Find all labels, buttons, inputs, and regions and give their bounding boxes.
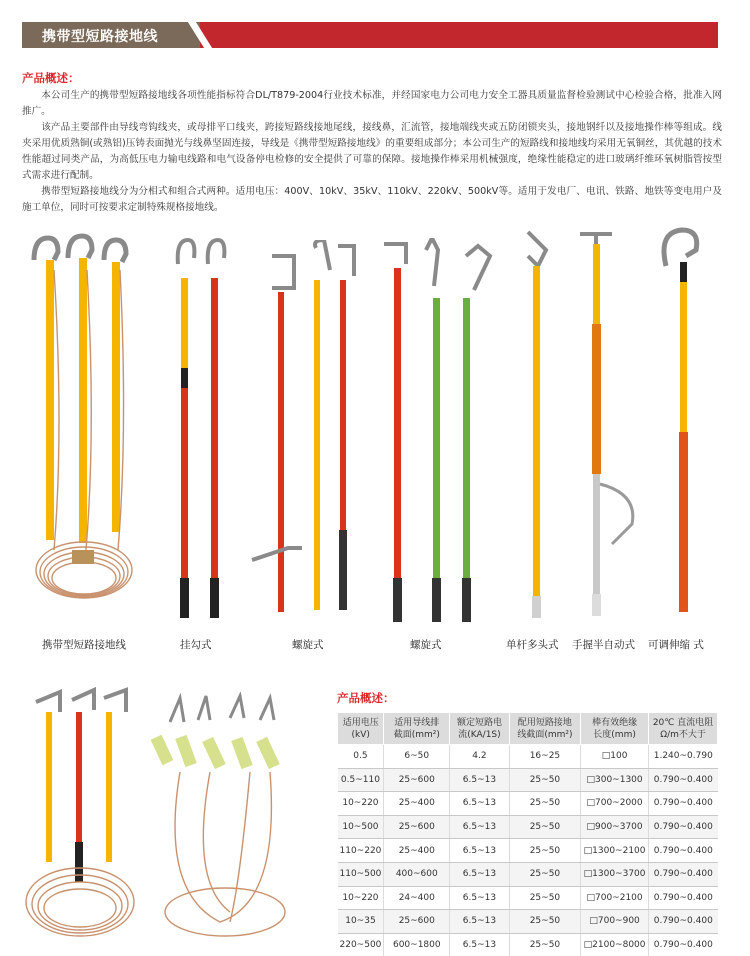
table-cell: □100 [581, 745, 649, 769]
overview-paragraph-1: 本公司生产的携带型短路接地线各项性能指标符合DL/T879-2004行业技术标准，并经国家电力公司电力安全工器具质量监督检验测试中心检验合格，批准入网推广。 [22, 90, 722, 117]
product-image-portable-set [24, 230, 144, 625]
table-cell: 25~400 [384, 792, 450, 816]
spec-table [337, 712, 718, 956]
product-image-semi-automatic [572, 224, 644, 619]
table-cell: 0.790~0.400 [649, 839, 718, 863]
table-cell: 400~600 [384, 862, 450, 886]
spec-col-conductor: 适用导线排 截面(mm²) [384, 713, 450, 745]
table-cell: 10~35 [338, 910, 384, 934]
table-cell: □700~900 [581, 910, 649, 934]
table-cell: 220~500 [338, 933, 384, 956]
table-row [338, 862, 718, 886]
table-cell: 10~500 [338, 815, 384, 839]
spec-table-header [338, 713, 718, 745]
page-title: 携带型短路接地线 [42, 29, 158, 45]
table-cell: □2100~8000 [581, 933, 649, 956]
table-cell: □900~3700 [581, 815, 649, 839]
table-cell: □300~1300 [581, 768, 649, 792]
header-banner [0, 22, 750, 48]
caption-portable-set: 携带型短路接地线 [42, 639, 126, 651]
caption-screw-type-b: 螺旋式 [410, 639, 442, 651]
table-cell: 25~400 [384, 839, 450, 863]
table-row [338, 839, 718, 863]
table-cell: 25~600 [384, 910, 450, 934]
table-cell: 25~50 [509, 792, 580, 816]
table-row [338, 768, 718, 792]
table-cell: 4.2 [450, 745, 510, 769]
spec-col-insulation-length: 棒有效绝缘 长度(mm) [581, 713, 649, 745]
caption-single-rod: 单杆多头式 [506, 639, 559, 651]
product-image-screw-type-a [246, 240, 366, 625]
table-cell: 1.240~0.790 [649, 745, 718, 769]
table-cell: 10~220 [338, 792, 384, 816]
table-cell: 25~50 [509, 862, 580, 886]
table-cell: 110~220 [338, 839, 384, 863]
table-cell: □700~2000 [581, 792, 649, 816]
table-cell: 25~50 [509, 886, 580, 910]
table-row [338, 745, 718, 769]
table-cell: 110~500 [338, 862, 384, 886]
table-row [338, 886, 718, 910]
table-cell: 24~400 [384, 886, 450, 910]
table-cell: □1300~3700 [581, 862, 649, 886]
overview-paragraph-2: 该产品主要部件由导线弯钩线夹，或母排平口线夹，跨接短路线接地尾线，接线鼻，汇流管，接地端线夹或五防闭锁夹头，接地钢纤以及接地操作棒等组成。线夹采用优质熟铜(或熟铝)压铸表面抛光与线鼻坚固连接，导线是《携带型短路接地线》的重要组成部分；本公司生产的短路线和接地线均采用无氧铜丝，其优越的技术性能超过同类产品，为高低压电力输电线路和电气设备停电检修的安全提供了可靠的保障。接地操作棒采用机械强度，绝缘性能稳定的进口玻璃纤维环氧树脂管按型式需求进行配制。 [22, 122, 722, 181]
table-row [338, 910, 718, 934]
table-cell: 25~600 [384, 815, 450, 839]
table-row [338, 815, 718, 839]
table-cell: 600~1800 [384, 933, 450, 956]
caption-screw-type-a: 螺旋式 [292, 639, 324, 651]
product-image-combination-set [16, 682, 144, 952]
table-cell: 0.790~0.400 [649, 886, 718, 910]
table-cell: 0.5~110 [338, 768, 384, 792]
product-image-screw-type-b [378, 238, 498, 626]
table-cell: 0.790~0.400 [649, 862, 718, 886]
table-cell: 0.790~0.400 [649, 815, 718, 839]
table-cell: 16~25 [509, 745, 580, 769]
product-image-hook-type [172, 234, 232, 624]
table-cell: 0.790~0.400 [649, 933, 718, 956]
spec-col-resistance: 20℃ 直流电阻 Ω/m不大于 [649, 713, 718, 745]
table-cell: 25~50 [509, 910, 580, 934]
table-cell: 6.5~13 [450, 886, 510, 910]
spec-col-short-current: 额定短路电 流(KA/1S) [450, 713, 510, 745]
product-image-single-rod [518, 226, 558, 621]
caption-telescopic: 可调伸缩 式 [648, 639, 704, 651]
overview-heading: 产品概述： [22, 71, 80, 85]
table-cell: □700~2100 [581, 886, 649, 910]
table-cell: 25~50 [509, 839, 580, 863]
spec-col-voltage: 适用电压 (kV) [338, 713, 384, 745]
banner-accent-bar [200, 22, 718, 48]
table-cell: 25~600 [384, 768, 450, 792]
table-cell: 25~50 [509, 815, 580, 839]
table-cell: 6.5~13 [450, 862, 510, 886]
table-cell: 6.5~13 [450, 910, 510, 934]
overview-paragraph-3: 携带型短路接地线分为分相式和组合式两种。适用电压：400V、10kV、35kV、110kV、220kV、500kV等。适用于发电厂、电讯、铁路、地铁等变电用户及施工单位，同时可按要求定制特殊规格接地线。 [22, 186, 722, 213]
table-cell: 6.5~13 [450, 792, 510, 816]
product-image-clamp-set [150, 692, 300, 952]
table-cell: 0.790~0.400 [649, 768, 718, 792]
table-cell: 6~50 [384, 745, 450, 769]
table-cell: 6.5~13 [450, 815, 510, 839]
table-cell: 6.5~13 [450, 839, 510, 863]
table-cell: 0.790~0.400 [649, 792, 718, 816]
spec-heading: 产品概述： [337, 691, 395, 705]
table-cell: 0.790~0.400 [649, 910, 718, 934]
product-image-telescopic [656, 226, 712, 621]
table-cell: 6.5~13 [450, 768, 510, 792]
table-cell: 25~50 [509, 933, 580, 956]
table-cell: 0.5 [338, 745, 384, 769]
table-row [338, 933, 718, 956]
caption-semi-automatic: 手握半自动式 [572, 639, 635, 651]
table-cell: □1300~2100 [581, 839, 649, 863]
table-cell: 6.5~13 [450, 933, 510, 956]
spec-col-wire-section: 配用短路接地 线截面(mm²) [509, 713, 580, 745]
table-row [338, 792, 718, 816]
caption-hook-type: 挂勾式 [180, 639, 212, 651]
table-cell: 10~220 [338, 886, 384, 910]
table-cell: 25~50 [509, 768, 580, 792]
